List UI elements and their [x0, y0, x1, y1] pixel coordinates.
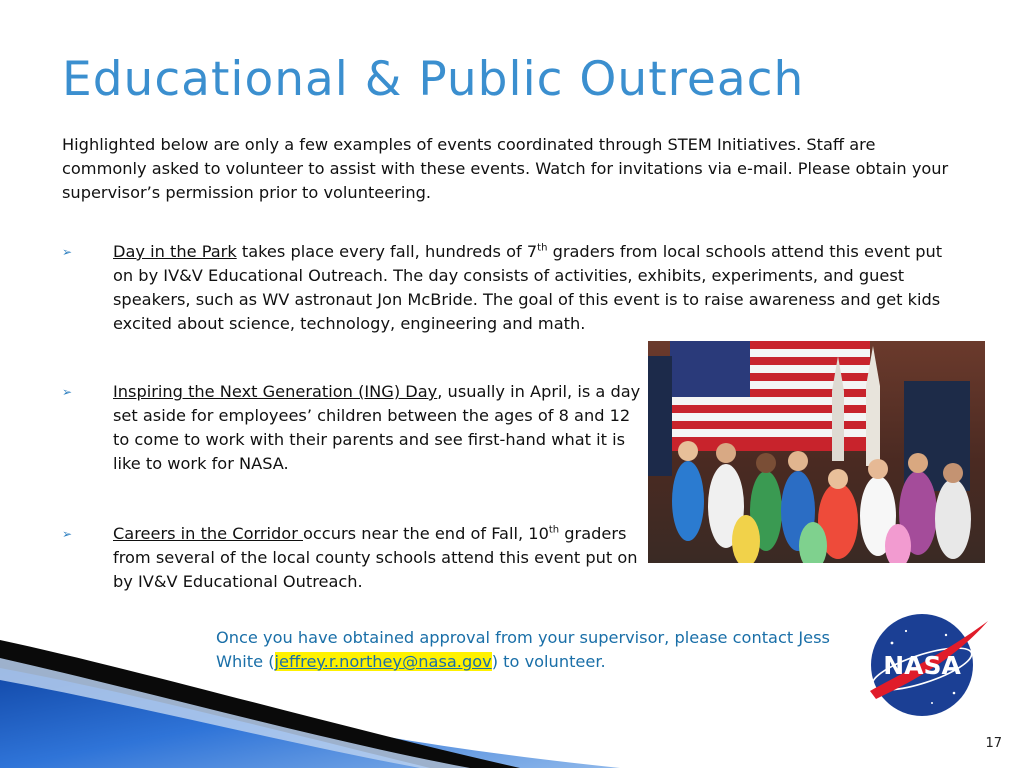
event-photo	[648, 341, 985, 563]
superscript: th	[548, 524, 560, 536]
intro-paragraph: Highlighted below are only a few examples of events coordinated through STEM Initiatives. Staff are commonly asked to volunteer to assist with these events. Watch for invitations via e-mail. Please obtain your supervisor’s permission prior to volunteering.	[62, 135, 949, 202]
event-description: graders from several of the local county schools attend this event put on by IV&V Educational Outreach.	[113, 524, 638, 591]
page-number: 17	[985, 736, 1002, 751]
list-item-text	[113, 240, 943, 336]
closing-text: Once you have obtained approval from your supervisor, please contact Jess White (	[216, 628, 830, 671]
email-link[interactable]: jeffrey.r.northey@nasa.gov	[274, 652, 492, 671]
event-description: graders from local schools attend this event put on by IV&V Educational Outreach. The day consists of activities, exhibits, experiments, and guest speakers, such as WV astronaut Jon McBride. The goal of this event is to raise awareness and get kids excited about science, technology, engineering and math.	[113, 242, 943, 333]
event-link-ing-day[interactable]: Inspiring the Next Generation (ING) Day	[113, 382, 438, 401]
closing-text: ) to volunteer.	[491, 652, 606, 671]
arrow-bullet-icon: ➢	[62, 245, 73, 259]
list-item-text	[113, 522, 658, 594]
list-item-text	[113, 380, 648, 476]
event-description: , usually in April, is a day set aside for employees’ children between the ages of 8 and 12 to come to work with their parents and see first-hand what it is like to work for NASA.	[113, 382, 641, 473]
event-link-day-in-the-park[interactable]: Day in the Park	[113, 242, 237, 261]
event-link-careers-in-the-corridor[interactable]: Careers in the Corridor	[113, 524, 303, 543]
arrow-bullet-icon: ➢	[62, 527, 73, 541]
arrow-bullet-icon: ➢	[62, 385, 73, 399]
nasa-logo-text: NASA	[883, 651, 961, 680]
slide-title: Educational & Public Outreach	[62, 52, 805, 107]
event-description: occurs near the end of Fall, 10	[303, 524, 549, 543]
superscript: th	[537, 242, 548, 254]
event-description: takes place every fall, hundreds of 7	[236, 242, 538, 261]
closing-note	[216, 626, 836, 674]
nasa-meatball-logo	[862, 611, 992, 719]
